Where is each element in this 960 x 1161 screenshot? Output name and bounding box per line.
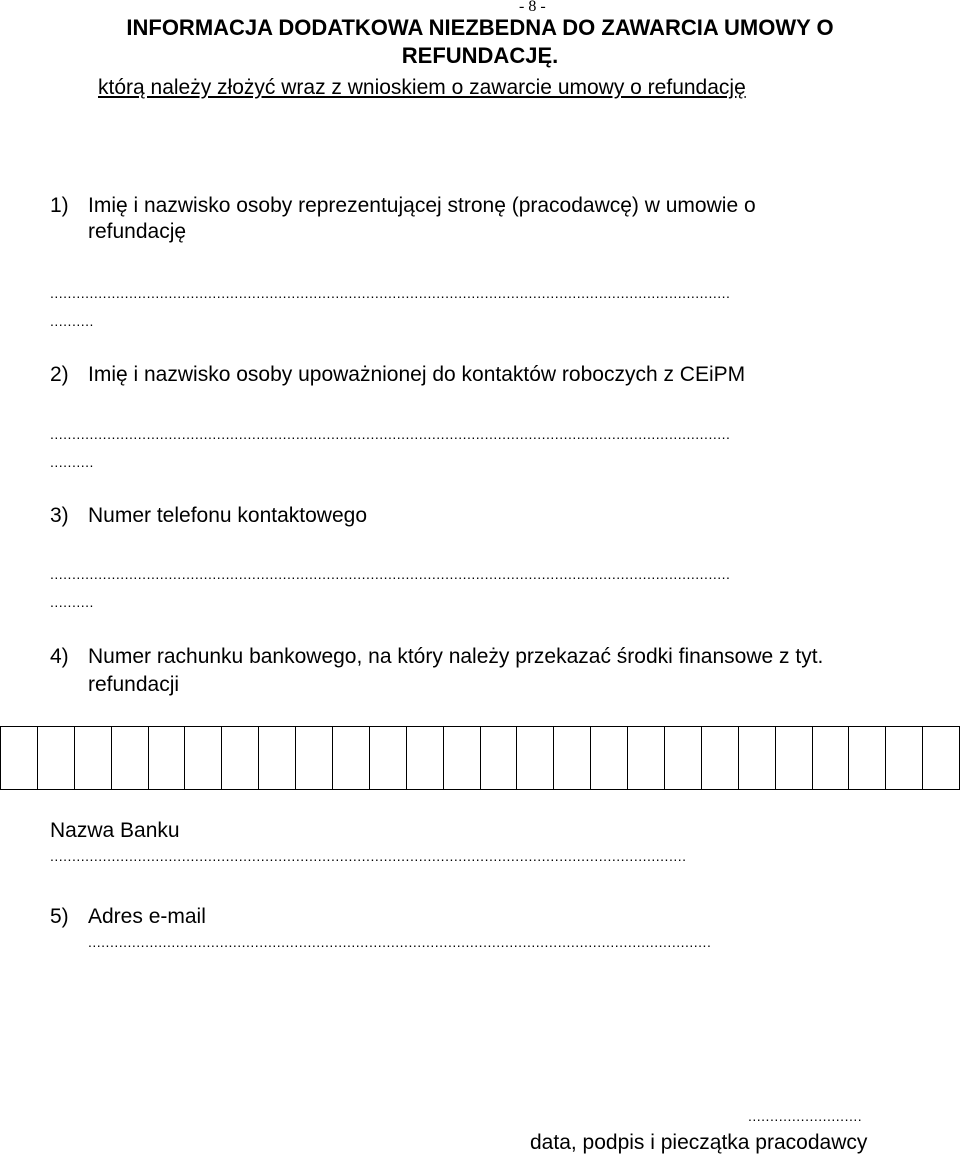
- page-number: - 8 -: [519, 0, 546, 15]
- email-line[interactable]: ..............................................................................................................................................: [88, 934, 712, 950]
- bank-account-digit-cell[interactable]: [37, 727, 74, 789]
- bank-account-digit-cell[interactable]: [812, 727, 849, 789]
- bank-account-digit-cell[interactable]: [295, 727, 332, 789]
- bank-account-digit-cell[interactable]: [258, 727, 295, 789]
- bank-account-digit-cell[interactable]: [775, 727, 812, 789]
- answer-2-line-cont[interactable]: ..........: [50, 454, 94, 470]
- bank-name-label: Nazwa Banku: [50, 819, 180, 842]
- answer-3-line[interactable]: ...........................................................................................................................................................: [50, 566, 731, 582]
- bank-account-digit-cell[interactable]: [590, 727, 627, 789]
- bank-account-digit-cell[interactable]: [701, 727, 738, 789]
- question-1: [50, 193, 756, 219]
- question-5: [50, 904, 206, 930]
- question-5-number: 5): [50, 905, 69, 928]
- question-1-number: 1): [50, 194, 69, 217]
- answer-1-line-cont[interactable]: ..........: [50, 313, 94, 329]
- question-4-text: Numer rachunku bankowego, na który należy przekazać środki finansowe z tyt.: [88, 645, 824, 668]
- bank-account-digit-cell[interactable]: [627, 727, 664, 789]
- bank-account-digit-cell[interactable]: [885, 727, 922, 789]
- question-1-text: Imię i nazwisko osoby reprezentującej stronę (pracodawcę) w umowie o: [88, 194, 756, 217]
- bank-account-digit-cell[interactable]: [848, 727, 885, 789]
- question-2-text: Imię i nazwisko osoby upoważnionej do kontaktów roboczych z CEiPM: [88, 363, 746, 386]
- answer-1-line[interactable]: ...........................................................................................................................................................: [50, 285, 731, 301]
- signature-label: data, podpis i pieczątka pracodawcy: [530, 1131, 868, 1154]
- answer-2-line[interactable]: ...........................................................................................................................................................: [50, 426, 731, 442]
- bank-account-digit-cell[interactable]: [74, 727, 111, 789]
- question-3-text: Numer telefonu kontaktowego: [88, 504, 367, 527]
- question-2: [50, 362, 745, 388]
- question-1-text-cont: refundację: [88, 220, 187, 243]
- bank-account-digit-cell[interactable]: [516, 727, 553, 789]
- bank-account-digit-cell[interactable]: [184, 727, 221, 789]
- question-5-text: Adres e-mail: [88, 905, 206, 928]
- bank-name-line[interactable]: .................................................................................................................................................: [50, 848, 687, 864]
- bank-account-digit-cell[interactable]: [922, 727, 960, 789]
- bank-account-digit-cell[interactable]: [221, 727, 258, 789]
- bank-account-digit-cell[interactable]: [553, 727, 590, 789]
- bank-account-digit-cell[interactable]: [664, 727, 701, 789]
- question-2-number: 2): [50, 363, 69, 386]
- bank-account-digit-cell[interactable]: [369, 727, 406, 789]
- bank-account-digit-cell[interactable]: [738, 727, 775, 789]
- bank-account-digit-cell[interactable]: [332, 727, 369, 789]
- document-subtitle: którą należy złożyć wraz z wnioskiem o zawarcie umowy o refundację: [98, 76, 746, 99]
- document-title-line2: REFUNDACJĘ.: [401, 43, 559, 68]
- question-4: [50, 644, 823, 670]
- answer-3-line-cont[interactable]: ..........: [50, 594, 94, 610]
- bank-account-grid: [0, 726, 960, 790]
- bank-account-digit-cell[interactable]: [111, 727, 148, 789]
- bank-account-digit-cell[interactable]: [148, 727, 185, 789]
- question-4-number: 4): [50, 645, 69, 668]
- bank-account-digit-cell[interactable]: [443, 727, 480, 789]
- bank-account-digit-cell[interactable]: [406, 727, 443, 789]
- question-4-text-cont: refundacji: [88, 673, 180, 696]
- bank-account-digit-cell[interactable]: [480, 727, 517, 789]
- question-3: [50, 503, 367, 529]
- signature-line[interactable]: ..........................: [748, 1108, 863, 1124]
- bank-account-digit-cell[interactable]: [0, 727, 37, 789]
- document-title-line1: INFORMACJA DODATKOWA NIEZBEDNA DO ZAWARCIA UMOWY O: [126, 15, 834, 40]
- question-3-number: 3): [50, 504, 69, 527]
